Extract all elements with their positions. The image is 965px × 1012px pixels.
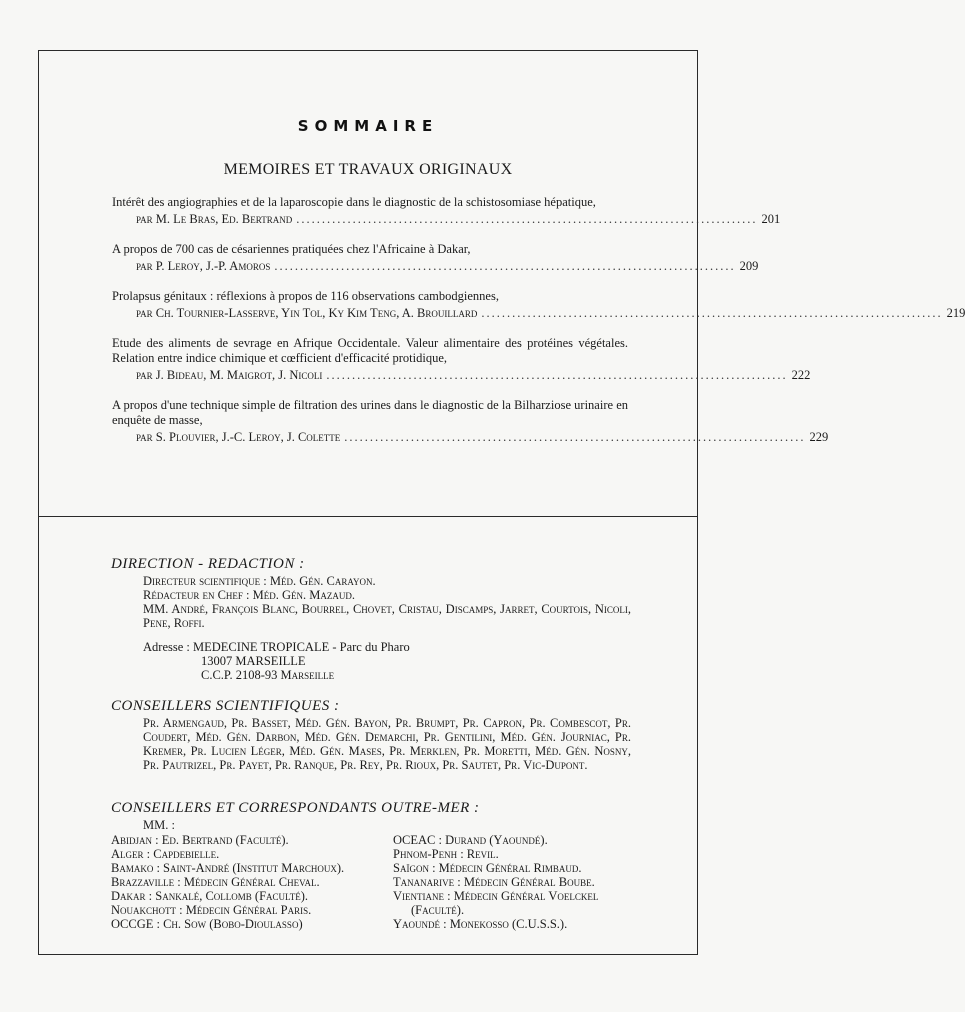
adresse-line-2: 13007 MARSEILLE bbox=[201, 654, 306, 668]
direction-section bbox=[111, 557, 631, 682]
leader-dots: .......................................................................................... bbox=[481, 306, 943, 320]
correspondent-item: Alger : Capdebielle. bbox=[111, 847, 220, 861]
correspondent-item: Yaoundé : Monekosso (C.U.S.S.). bbox=[393, 917, 568, 931]
outremer-columns bbox=[111, 833, 651, 931]
toc-byline bbox=[136, 368, 811, 383]
toc-authors: par J. Bideau, M. Maigrot, J. Nicoli bbox=[136, 368, 323, 382]
table-of-contents bbox=[112, 195, 965, 460]
toc-entry bbox=[112, 398, 829, 445]
toc-byline bbox=[136, 430, 829, 445]
adresse-line-3: C.C.P. 2108-93 Marseille bbox=[201, 668, 335, 682]
toc-entry-title: A propos de 700 cas de césariennes pratiquées chez l'Africaine à Dakar, bbox=[112, 242, 471, 256]
correspondent-item: Phnom-Penh : Revil. bbox=[393, 847, 499, 861]
toc-page-number: 229 bbox=[809, 430, 829, 444]
toc-page-number: 222 bbox=[791, 368, 811, 382]
toc-byline bbox=[136, 212, 781, 227]
outremer-mm: MM. : bbox=[143, 818, 175, 832]
members-line: MM. André, François Blanc, Bourrel, Chovet, Cristau, Discamps, Jarret, Courtois, Nicoli, Pene, Roffi. bbox=[143, 602, 631, 630]
conseillers-heading: CONSEILLERS SCIENTIFIQUES : bbox=[111, 698, 340, 714]
toc-entry-title: Prolapsus génitaux : réflexions à propos de 116 observations cambodgiennes, bbox=[112, 289, 499, 303]
toc-entry-title: Etude des aliments de sevrage en Afrique Occidentale. Valeur alimentaire des protéines végétales. Relation entre indice chimique et cœfficient d'efficacité protidique, bbox=[112, 336, 628, 365]
outremer-left-column bbox=[111, 833, 369, 931]
conseillers-section bbox=[111, 699, 631, 772]
leader-dots: .......................................................................................... bbox=[274, 259, 736, 273]
toc-entry bbox=[112, 242, 759, 274]
toc-byline bbox=[136, 306, 965, 321]
toc-entry bbox=[112, 336, 811, 383]
leader-dots: .......................................................................................... bbox=[326, 368, 788, 382]
outremer-heading: CONSEILLERS ET CORRESPONDANTS OUTRE-MER : bbox=[111, 800, 480, 816]
toc-byline bbox=[136, 259, 759, 274]
adresse-line-1: Adresse : MEDECINE TROPICALE - Parc du Pharo bbox=[143, 640, 410, 654]
correspondent-item: Brazzaville : Médecin Général Cheval. bbox=[111, 875, 320, 889]
toc-entry-title: Intérêt des angiographies et de la laparoscopie dans le diagnostic de la schistosomiase hépatique, bbox=[112, 195, 596, 209]
direction-body bbox=[143, 574, 631, 682]
outremer-right-column bbox=[393, 833, 651, 931]
correspondent-item: Dakar : Sankalé, Collomb (Faculté). bbox=[111, 889, 308, 903]
direction-heading: DIRECTION - REDACTION : bbox=[111, 556, 305, 572]
page-frame bbox=[38, 50, 965, 955]
outremer-section bbox=[111, 801, 651, 931]
toc-page-number: 219 bbox=[946, 306, 965, 320]
correspondent-item: (Faculté). bbox=[411, 903, 465, 917]
section-title: MEMOIRES ET TRAVAUX ORIGINAUX bbox=[223, 161, 513, 178]
correspondent-item: Tananarive : Médecin Général Boube. bbox=[393, 875, 595, 889]
conseillers-list: Pr. Armengaud, Pr. Basset, Méd. Gén. Bayon, Pr. Brumpt, Pr. Capron, Pr. Combescot, Pr. Coudert, Méd. Gén. Darbon, Méd. Gén. Demarchi, Pr. Gentilini, Méd. Gén. Journiac, Pr. Kremer, Pr. Lucien Léger, Méd. Gén. Mases, Pr. Merklen, Pr. Moretti, Méd. Gén. Nosny, Pr. Pautrizel, Pr. Payet, Pr. Ranque, Pr. Rey, Pr. Rioux, Pr. Sautet, Pr. Vic-Dupont. bbox=[143, 716, 631, 772]
correspondent-item: Bamako : Saint-André (Institut Marchoux). bbox=[111, 861, 345, 875]
toc-authors: par P. Leroy, J.-P. Amoros bbox=[136, 259, 271, 273]
toc-entry-title: A propos d'une technique simple de filtration des urines dans le diagnostic de la Bilharziose urinaire en enquête de masse, bbox=[112, 398, 628, 427]
toc-page-number: 201 bbox=[761, 212, 781, 226]
correspondent-item: Saïgon : Médecin Général Rimbaud. bbox=[393, 861, 582, 875]
toc-authors: par Ch. Tournier-Lasserve, Yin Tol, Ky Kim Teng, A. Brouillard bbox=[136, 306, 478, 320]
redacteur-line: Rédacteur en Chef : Méd. Gén. Mazaud. bbox=[143, 588, 356, 602]
correspondent-item: Vientiane : Médecin Général Voelckel bbox=[393, 889, 599, 903]
section-divider bbox=[39, 516, 697, 517]
toc-entry bbox=[112, 195, 781, 227]
toc-authors: par S. Plouvier, J.-C. Leroy, J. Colette bbox=[136, 430, 341, 444]
correspondent-item: OCEAC : Durand (Yaoundé). bbox=[393, 833, 548, 847]
toc-page-number: 209 bbox=[739, 259, 759, 273]
toc-entry bbox=[112, 289, 965, 321]
directeur-line: Directeur scientifique : Méd. Gén. Carayon. bbox=[143, 574, 376, 588]
correspondent-item: Abidjan : Ed. Bertrand (Faculté). bbox=[111, 833, 289, 847]
leader-dots: .......................................................................................... bbox=[344, 430, 806, 444]
correspondent-item: Nouakchott : Médecin Général Paris. bbox=[111, 903, 312, 917]
sommaire-title: SOMMAIRE bbox=[297, 117, 439, 135]
correspondent-item: OCCGE : Ch. Sow (Bobo-Dioulasso) bbox=[111, 917, 303, 931]
leader-dots: .......................................................................................... bbox=[296, 212, 758, 226]
toc-authors: par M. Le Bras, Ed. Bertrand bbox=[136, 212, 293, 226]
